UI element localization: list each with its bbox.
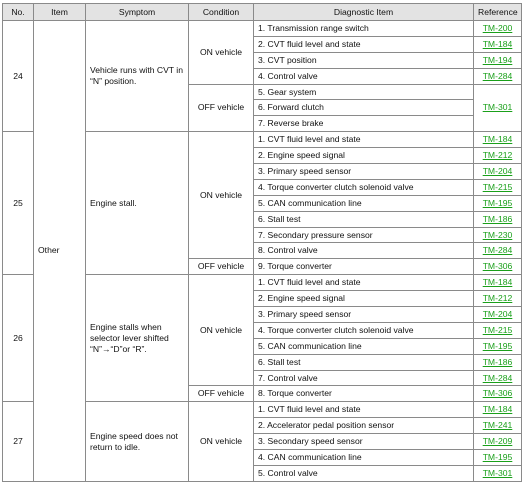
diagnostic-item: 3. CVT position — [254, 52, 474, 68]
reference-cell — [474, 52, 522, 68]
diagnostic-item: 3. Secondary speed sensor — [254, 434, 474, 450]
reference-cell — [474, 338, 522, 354]
reference-cell — [474, 291, 522, 307]
diagnostic-item: 6. Stall test — [254, 211, 474, 227]
row-number: 25 — [3, 132, 34, 275]
diagnostic-item: 3. Primary speed sensor — [254, 307, 474, 323]
diagnostic-item: 1. CVT fluid level and state — [254, 275, 474, 291]
diagnostic-item: 7. Reverse brake — [254, 116, 474, 132]
diagnostic-item: 2. Accelerator pedal position sensor — [254, 418, 474, 434]
reference-link[interactable]: TM-284 — [482, 70, 513, 81]
diagnostic-item: 3. Primary speed sensor — [254, 164, 474, 180]
reference-link[interactable]: TM-301 — [482, 467, 513, 478]
reference-link[interactable]: TM-200 — [482, 22, 513, 33]
diagnostic-item: 1. CVT fluid level and state — [254, 402, 474, 418]
diagnostic-item: 4. Control valve — [254, 68, 474, 84]
reference-link[interactable]: TM-184 — [482, 134, 513, 145]
symptom-cell: Engine stall. — [86, 132, 189, 275]
reference-cell — [474, 84, 522, 132]
reference-cell — [474, 418, 522, 434]
row-number: 26 — [3, 275, 34, 402]
reference-link[interactable]: TM-184 — [482, 277, 513, 288]
reference-link[interactable]: TM-195 — [482, 197, 513, 208]
condition-cell: ON vehicle — [189, 275, 254, 386]
diagnostic-item: 1. Transmission range switch — [254, 21, 474, 37]
reference-link[interactable]: TM-186 — [482, 356, 513, 367]
diagnostic-item: 5. CAN communication line — [254, 195, 474, 211]
reference-cell — [474, 148, 522, 164]
reference-cell — [474, 354, 522, 370]
condition-cell: ON vehicle — [189, 21, 254, 85]
diagnostic-item: 8. Control valve — [254, 243, 474, 259]
col-header-reference: Reference — [474, 4, 522, 21]
reference-link[interactable]: TM-184 — [482, 38, 513, 49]
reference-cell — [474, 21, 522, 37]
diagnostic-item: 7. Control valve — [254, 370, 474, 386]
reference-cell — [474, 164, 522, 180]
reference-link[interactable]: TM-204 — [482, 165, 513, 176]
reference-link[interactable]: TM-209 — [482, 436, 513, 447]
reference-link[interactable]: TM-230 — [482, 229, 513, 240]
condition-cell: OFF vehicle — [189, 84, 254, 132]
item-category: Other — [34, 21, 86, 482]
reference-cell — [474, 68, 522, 84]
condition-cell: OFF vehicle — [189, 386, 254, 402]
diagnostic-item: 4. CAN communication line — [254, 450, 474, 466]
reference-link[interactable]: TM-212 — [482, 293, 513, 304]
diagnostic-item: 4. Torque converter clutch solenoid valve — [254, 179, 474, 195]
condition-cell: ON vehicle — [189, 132, 254, 259]
reference-cell — [474, 465, 522, 481]
col-header-symptom: Symptom — [86, 4, 189, 21]
reference-cell — [474, 450, 522, 466]
diagnostic-item: 7. Secondary pressure sensor — [254, 227, 474, 243]
reference-link[interactable]: TM-301 — [482, 102, 513, 113]
row-number: 27 — [3, 402, 34, 481]
diagnostic-item: 6. Forward clutch — [254, 100, 474, 116]
condition-cell: ON vehicle — [189, 402, 254, 481]
diagnostic-item: 2. Engine speed signal — [254, 148, 474, 164]
diagnostic-item: 9. Torque converter — [254, 259, 474, 275]
col-header-diagnostic-item: Diagnostic Item — [254, 4, 474, 21]
reference-cell — [474, 132, 522, 148]
reference-link[interactable]: TM-204 — [482, 308, 513, 319]
diagnostic-item: 1. CVT fluid level and state — [254, 132, 474, 148]
reference-link[interactable]: TM-306 — [482, 261, 513, 272]
reference-link[interactable]: TM-284 — [482, 372, 513, 383]
diagnostic-item: 4. Torque converter clutch solenoid valve — [254, 322, 474, 338]
col-header-no: No. — [3, 4, 34, 21]
header-row — [3, 4, 522, 21]
symptom-cell: Engine speed does not return to idle. — [86, 402, 189, 481]
reference-link[interactable]: TM-212 — [482, 150, 513, 161]
reference-cell — [474, 211, 522, 227]
reference-link[interactable]: TM-215 — [482, 324, 513, 335]
table-body — [3, 21, 522, 482]
reference-cell — [474, 243, 522, 259]
reference-link[interactable]: TM-195 — [482, 451, 513, 462]
symptom-cell: Vehicle runs with CVT in “N” position. — [86, 21, 189, 132]
reference-cell — [474, 275, 522, 291]
reference-link[interactable]: TM-195 — [482, 340, 513, 351]
diagnostic-item: 8. Torque converter — [254, 386, 474, 402]
diagnosis-table — [2, 3, 522, 482]
reference-cell — [474, 227, 522, 243]
reference-link[interactable]: TM-284 — [482, 245, 513, 256]
diagnostic-item: 5. Gear system — [254, 84, 474, 100]
reference-link[interactable]: TM-215 — [482, 181, 513, 192]
reference-cell — [474, 36, 522, 52]
diagnostic-item: 2. Engine speed signal — [254, 291, 474, 307]
reference-cell — [474, 370, 522, 386]
reference-link[interactable]: TM-186 — [482, 213, 513, 224]
col-header-item: Item — [34, 4, 86, 21]
reference-link[interactable]: TM-194 — [482, 54, 513, 65]
row-number: 24 — [3, 21, 34, 132]
reference-cell — [474, 322, 522, 338]
reference-cell — [474, 307, 522, 323]
diagnostic-item: 5. Control valve — [254, 465, 474, 481]
diagnostic-item: 5. CAN communication line — [254, 338, 474, 354]
symptom-cell: Engine stalls when selector lever shifted “N”→“D”or “R”. — [86, 275, 189, 402]
reference-cell — [474, 259, 522, 275]
col-header-condition: Condition — [189, 4, 254, 21]
diagnostic-item: 2. CVT fluid level and state — [254, 36, 474, 52]
diagnostic-item: 6. Stall test — [254, 354, 474, 370]
reference-link[interactable]: TM-241 — [482, 420, 513, 431]
reference-link[interactable]: TM-184 — [482, 404, 513, 415]
table-row — [3, 21, 522, 37]
reference-cell — [474, 402, 522, 418]
reference-cell — [474, 179, 522, 195]
reference-link[interactable]: TM-306 — [482, 388, 513, 399]
reference-cell — [474, 195, 522, 211]
reference-cell — [474, 434, 522, 450]
reference-cell — [474, 386, 522, 402]
condition-cell: OFF vehicle — [189, 259, 254, 275]
